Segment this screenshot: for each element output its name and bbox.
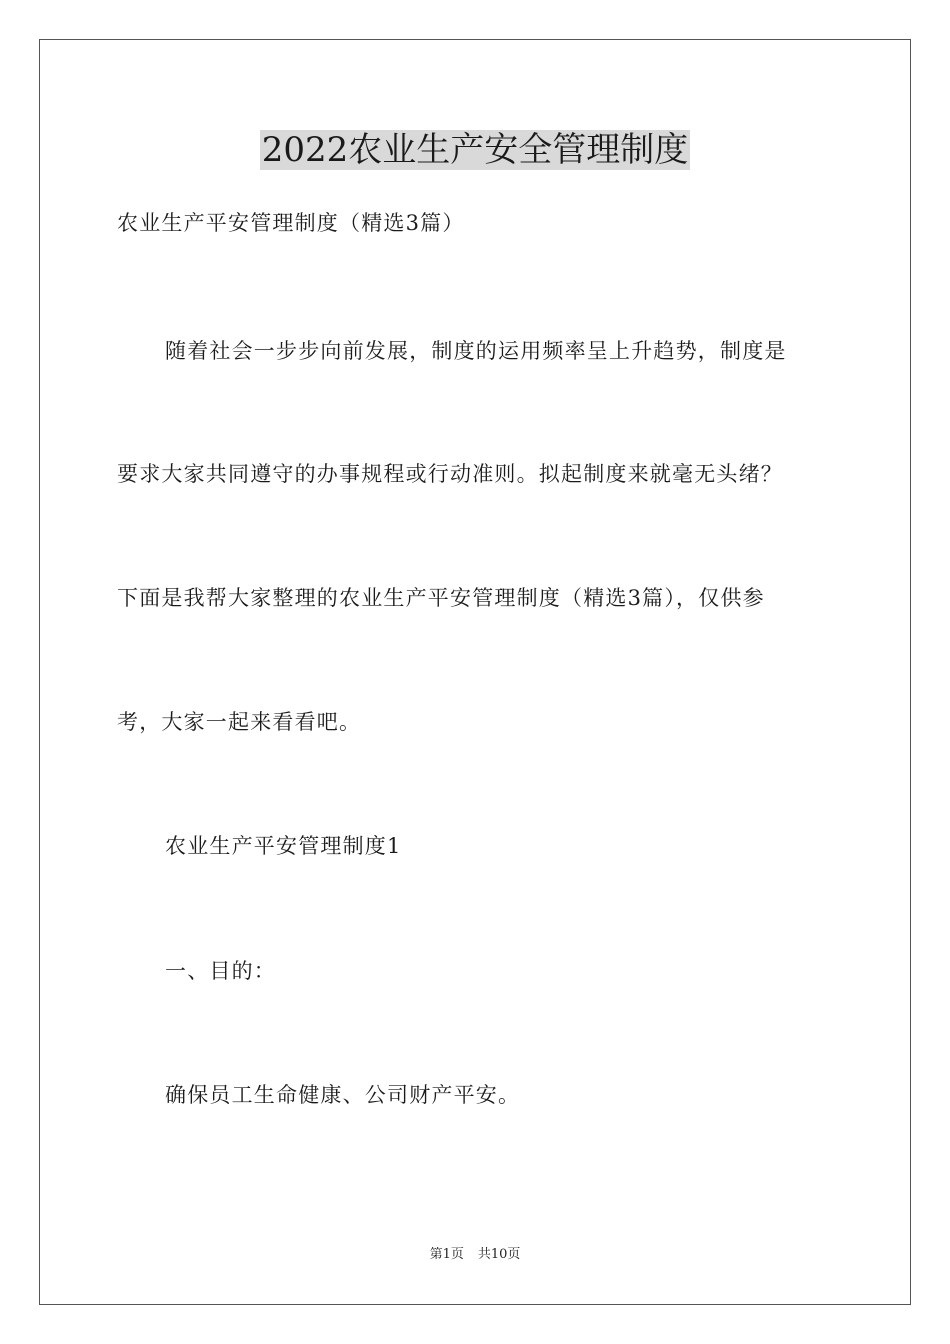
item-text: 确保员工生命健康、公司财产平安。 — [165, 1083, 521, 1107]
section-heading: 农业生产平安管理制度1 — [165, 834, 402, 858]
intro-paragraph-line-2: 要求大家共同遵守的办事规程或行动准则。拟起制度来就毫无头绪？ — [117, 462, 783, 486]
intro-paragraph-line-3: 下面是我帮大家整理的农业生产平安管理制度（精选3篇），仅供参 — [117, 586, 765, 610]
document-subtitle: 农业生产平安管理制度（精选3篇） — [117, 211, 465, 235]
page-number-current: 第1页 — [429, 1247, 464, 1262]
item-heading: 一、目的： — [165, 959, 276, 983]
page-number-total: 共10页 — [477, 1247, 521, 1262]
document-title-text: 2022农业生产安全管理制度 — [261, 130, 689, 170]
intro-paragraph-line-4: 考，大家一起来看看吧。 — [117, 710, 362, 734]
intro-paragraph-line-1: 随着社会一步步向前发展，制度的运用频率呈上升趋势，制度是 — [165, 339, 787, 363]
document-title — [0, 128, 950, 172]
page-footer — [0, 1246, 950, 1264]
